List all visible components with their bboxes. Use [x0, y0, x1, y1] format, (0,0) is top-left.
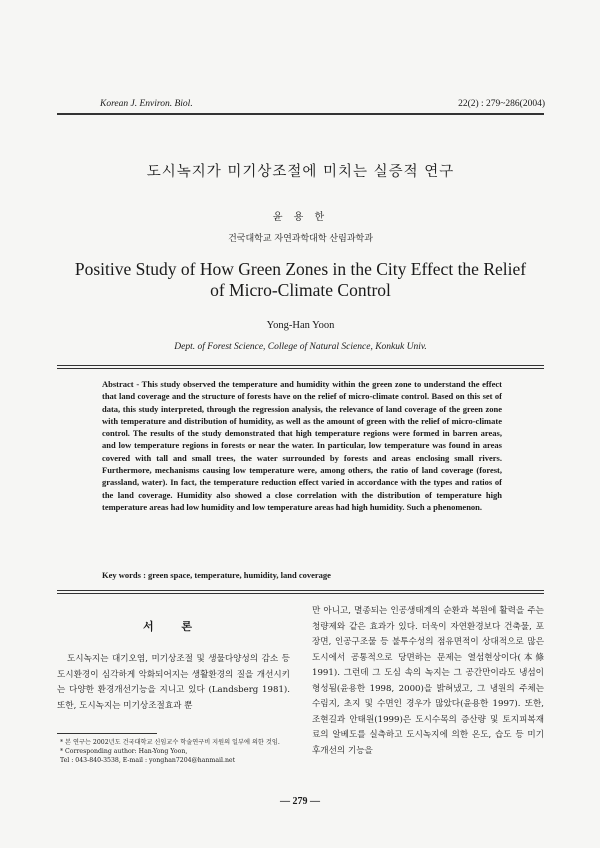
keywords: Key words : green space, temperature, humidity, land coverage — [102, 570, 331, 580]
english-title-line2: of Micro-Climate Control — [210, 280, 391, 300]
header-rule — [57, 113, 544, 115]
footnote-funding: * 본 연구는 2002년도 건국대학교 신임교수 학술연구비 지원의 일부에 의한 것임. — [60, 739, 280, 746]
abstract-bottom-rule — [57, 590, 544, 591]
abstract-top-rule-2 — [57, 368, 544, 369]
korean-author: 윤 용 한 — [272, 212, 329, 223]
footnote-author: * Corresponding author: Han-Yong Yoon, — [60, 748, 188, 755]
footnote-rule — [57, 733, 157, 734]
footnote — [60, 738, 288, 765]
english-title — [57, 259, 544, 301]
abstract-text: Abstract - This study observed the temperature and humidity within the green zone to understand the effect that land coverage and the structure of forests have on the relief of micro-climate control. Based on this set of data, this study interpreted, through the regression analysis, the relevance of land coverage of the green zone with temperature and distribution of humidity, as well as the amount of green with the relief of micro-climate control. The results of the study demonstrated that high temperature regions were formed in barren areas, and low temperature regions in forests or near the water. In particular, low temperature was found in areas covered with tall and small trees, the water surrounded by forests and areas enclosing small rivers. Furthermore, mechanisms causing low temperature were, among others, the ratio of land coverage (forest, grassland, water). In fact, the temperature reduction effect varied in accordance with the types and ratios of the land coverage. Humidity also showed a close correlation with the distribution of temperature high temperature areas had low humidity and low temperature areas had high humidity. Such a phenomenon. — [102, 379, 502, 512]
journal-name: Korean J. Environ. Biol. — [100, 99, 193, 109]
english-author: Yong-Han Yoon — [266, 320, 335, 331]
abstract-top-rule — [57, 365, 544, 366]
korean-affiliation: 건국대학교 자연과학대학 산림과학과 — [228, 234, 373, 244]
page-number: — 279 — — [280, 796, 320, 807]
abstract-bottom-rule-2 — [57, 593, 544, 594]
section-heading: 서 론 — [142, 620, 205, 633]
citation-info: 22(2) : 279~286(2004) — [458, 99, 545, 109]
korean-title: 도시녹지가 미기상조절에 미치는 실증적 연구 — [146, 164, 455, 180]
english-affiliation: Dept. of Forest Science, College of Natural Science, Konkuk Univ. — [174, 342, 427, 352]
intro-text-left: 도시녹지는 대기오염, 미기상조절 및 생물다양성의 감소 등 도시환경이 심각하게 악화되어지는 생활환경의 질을 개선시키는 다양한 환경개선기능을 지니고 있다 (Landsberg 1981). 또한, 도시녹지는 미기상조절효과 뿐 — [57, 654, 290, 711]
left-column — [57, 618, 290, 714]
english-title-line1: Positive Study of How Green Zones in the City Effect the Relief — [74, 259, 527, 279]
right-column — [312, 604, 544, 759]
footnote-contact: Tel : 043-840-3538, E-mail : yonghan7204@hanmail.net — [60, 757, 236, 764]
intro-text-right: 만 아니고, 멸종되는 인공생태계의 순환과 복원에 활력을 주는 청량제와 같은 효과가 있다. 더욱이 자연환경보다 건축물, 포장면, 인공구조물 등 불투수성의 점유면적이 상대적으로 많은 도시에서 공통적으로 당면하는 문제는 열섬현상이다(本條 1991). 그런데 그 도심 속의 녹지는 그 공간만이라도 냉섬이 형성됨(윤용한 1998, 2000)을 밝혀냈고, 그 냉원의 주체는 수림지, 초지 및 수면인 경우가 많았다(윤용한 1997). 또한, 조현길과 안태원(1999)은 도시수목의 증산량 및 토지피복재료의 알베도를 실측하고 도시녹지에 의한 온도, 습도 등 미기후개선의 기능을 — [312, 606, 544, 756]
